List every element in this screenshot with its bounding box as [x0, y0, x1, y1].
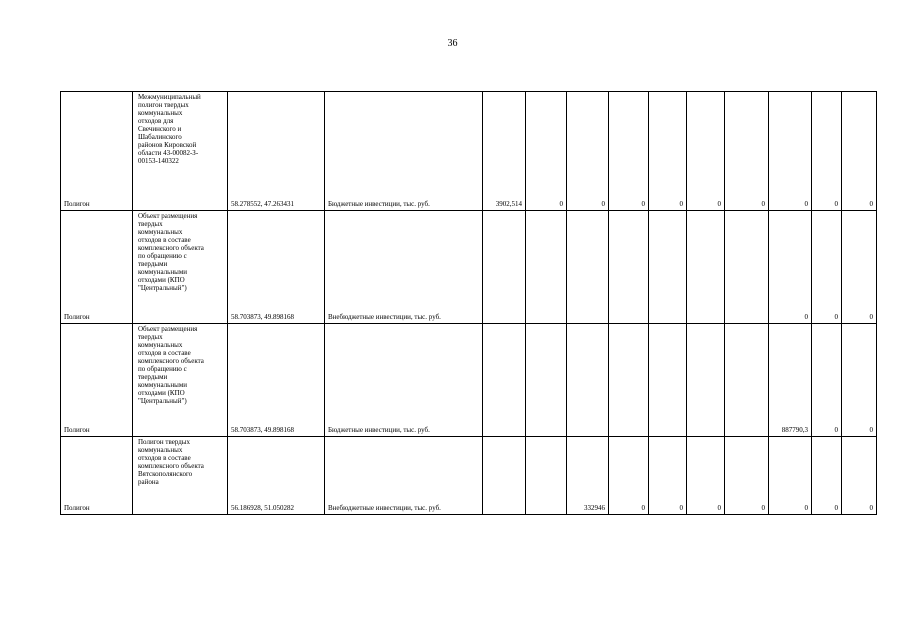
- object-name: Полигон твердых коммунальных отходов в составе комплексного объекта Вятскополянского района: [133, 437, 228, 515]
- value-cell: 0: [769, 437, 812, 515]
- value-cell: 0: [812, 92, 842, 211]
- object-type: Полигон: [61, 324, 133, 437]
- value-cell: 0: [609, 92, 649, 211]
- value-cell: 0: [812, 324, 842, 437]
- funding-source: Внебюджетные инвестиции, тыс. руб.: [325, 437, 483, 515]
- value-cell: 0: [609, 437, 649, 515]
- value-cell: 0: [725, 437, 769, 515]
- value-cell: [649, 324, 687, 437]
- value-cell: 0: [687, 92, 725, 211]
- value-cell: [725, 324, 769, 437]
- object-type: Полигон: [61, 211, 133, 324]
- value-cell: 0: [842, 324, 877, 437]
- page-number: 36: [447, 38, 458, 49]
- value-cell: [526, 211, 567, 324]
- value-cell: [649, 211, 687, 324]
- value-cell: 0: [842, 92, 877, 211]
- object-coordinates: 58.703873, 49.898168: [228, 211, 325, 324]
- funding-source: Бюджетные инвестиции, тыс. руб.: [325, 92, 483, 211]
- funding-source: Бюджетные инвестиции, тыс. руб.: [325, 324, 483, 437]
- table-row: [61, 92, 877, 211]
- table-row: [61, 211, 877, 324]
- table-row: [61, 324, 877, 437]
- value-cell: [609, 324, 649, 437]
- value-cell: [567, 211, 609, 324]
- value-cell: [483, 211, 526, 324]
- table-row: [61, 437, 877, 515]
- value-cell: [609, 211, 649, 324]
- object-name: Межмуниципальный полигон твердых коммунальных отходов для Свечинского и Шабалинского районов Кировской области 43-00082-З- 00153-140322: [133, 92, 228, 211]
- value-cell: [725, 211, 769, 324]
- object-coordinates: 58.278552, 47.263431: [228, 92, 325, 211]
- value-cell: 887790,3: [769, 324, 812, 437]
- value-cell: [687, 324, 725, 437]
- value-cell: 0: [769, 211, 812, 324]
- value-cell: 0: [725, 92, 769, 211]
- object-type: Полигон: [61, 437, 133, 515]
- value-cell: [483, 437, 526, 515]
- value-cell: 0: [842, 437, 877, 515]
- value-cell: [567, 324, 609, 437]
- value-cell: 332946: [567, 437, 609, 515]
- object-coordinates: 58.703873, 49.898168: [228, 324, 325, 437]
- object-type: Полигон: [61, 92, 133, 211]
- value-cell: 0: [842, 211, 877, 324]
- value-cell: 0: [769, 92, 812, 211]
- landfill-table: [60, 91, 877, 515]
- object-name: Объект размещения твердых коммунальных отходов в составе комплексного объекта по обращению с твердыми коммунальными отходами (КПО "Центральный"): [133, 211, 228, 324]
- value-cell: 0: [526, 92, 567, 211]
- funding-source: Внебюджетные инвестиции, тыс. руб.: [325, 211, 483, 324]
- object-coordinates: 56.186928, 51.050282: [228, 437, 325, 515]
- value-cell: [526, 437, 567, 515]
- value-cell: 0: [649, 437, 687, 515]
- value-cell: 0: [649, 92, 687, 211]
- value-cell: 0: [567, 92, 609, 211]
- value-cell: [687, 211, 725, 324]
- value-cell: 0: [687, 437, 725, 515]
- value-cell: 3902,514: [483, 92, 526, 211]
- value-cell: [483, 324, 526, 437]
- value-cell: 0: [812, 211, 842, 324]
- object-name: Объект размещения твердых коммунальных отходов в составе комплексного объекта по обращению с твердыми коммунальными отходами (КПО "Центральный"): [133, 324, 228, 437]
- value-cell: 0: [812, 437, 842, 515]
- value-cell: [526, 324, 567, 437]
